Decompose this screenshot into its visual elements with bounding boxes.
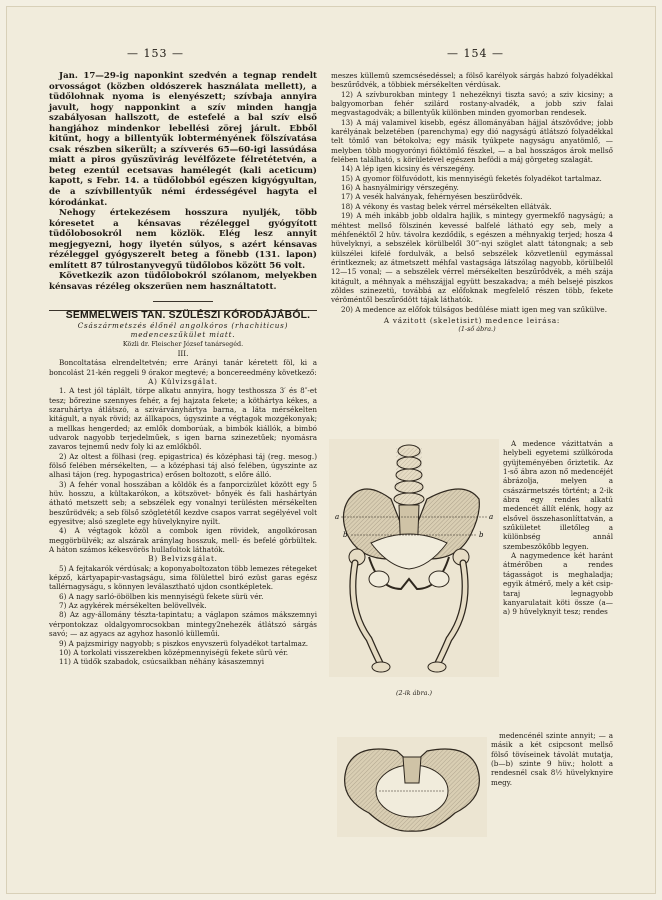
r-item: 14) A lép igen kicsiny és vérszegény. (341, 164, 475, 174)
section-a-heading: A) Külvizsgálat. (148, 376, 218, 386)
intro-paragraph-3: Következik azon tüdőlobokról szólanom, melyekben kénsavas rézéleg okszerüen nem használtatott. (49, 271, 317, 292)
b-item: 5) A fejtakarók vérdúsak; a koponyaboltozaton több lemezes rétegeket képző, kártyapapir-vastagságu, sima fölülettel biró ezüst garas egész tallérnagyságu, s könnyen leválasztható ujdon csontképletek. (49, 563, 317, 592)
obturator-left (369, 571, 389, 587)
pelvis-drawing-1 (329, 439, 499, 677)
r-item: 13) A máj valamivel kisebb, egész állományában hájjal átszövődve; jobb karélyának belzetében (parenchyma) egy dió nagyságú átlátszó folyadékkal telt tömlő van bétokolva; egy másik tyúkpete nagyságu anyatömlő, — melyben több mogyorónyi fióktömlő fészkel, — a bal hosszágos árok mellső felében található, s körületével egészen befödi a máj görgeteg szalagát. (331, 117, 613, 165)
fig1-label: (1-ső ábra.) (458, 325, 496, 334)
r-item: 12) A szívburokban mintegy 1 nehezéknyi tiszta savó; a sziv kicsiny; a balgyomorban fehér szilárd rostany-alvadék, a jobb sziv falai megvastagodvák; a billentyűk különben minden gyomorban rendesek. (331, 89, 613, 118)
b-item: 10) A torkolati visszerekben középmennyiségü fekete sürü vér. (59, 647, 289, 657)
a-item: 3) A fehér vonal hosszában a köldök és a fanporcizület között egy 5 hüv. hosszu, a kültakarókon, a kötszövet- bőnyék és fali hashártyán átható metszett seb; a sebszélek egy vonalnyi terülésten mérsékelten beszűrödvék; a seb fölső szögletétől kezdve csapos varrat segélyével volt egyesitve; alsó szeglete egy hüvelyknyire nyilt. (49, 479, 317, 527)
knee-right (428, 662, 446, 672)
b-item: 9) A pajzsmirigy nagyobb; s piszkos enyvszerü folyadékot tartalmaz. (59, 638, 309, 648)
b-item: 6) A nagy sarló-öbölben kis mennyiségü fekete sürü vér. (59, 591, 264, 601)
a-item: 4) A végtagok közöl a combok igen rövidek, angolkórosan meggörbülvék; az alszárak aránylag hosszuk, mell- és befelé görbültek. A háton számos kékesvörös hullafoltok láthatók. (49, 526, 317, 555)
side-paragraph-3: medencénél szinte annyit; — a másik a két csipcsont mellső fölső tövíseinek távolát mutatja, (b—b) szinte 9 hüv.; holott a rendesnél csak 8½ hüvelyknyire megy. (491, 731, 613, 787)
side-paragraph-2: A nagymedence két haránt átmérőben a rendes tágasságot is meghaladja; egyik átmérő, mely a két csip-taraj legnagyobb kanyarulatait köti össze (a—a) 9 hüvelyknyit tesz; rendes (503, 551, 613, 617)
section-heading: SEMMELWEIS TAN. SZÜLÉSZI KÓRODÁJÁBÓL. (65, 310, 311, 322)
fig2-label: (2-ik ábra.) (396, 689, 432, 697)
figure-2-pelvis (337, 737, 487, 837)
a-item: 2) Az oltest a fölhasi (reg. epigastrica) és középhasi táj (reg. mesog.) fölső felében mérsékelten, — a középhasi táj alsó felében, úgyszinte az alhasi tájon (reg. hypogastrica) erősen boltozott, s előre álló. (49, 451, 317, 480)
r-item: 18) A vékony és vastag belek vérrel mérsékelten ellátvák. (341, 201, 552, 211)
left-column (49, 71, 317, 667)
r-item: 19) A méh inkább jobb oldalra hajlik, s mintegy gyermekfő nagyságú; a méhtest mellső fölszinén kevessé balfelé látható egy seb, mely a méhfenéktől 2 hüv. távolra kezdődik, s egészen a méhnyakig terjed; hosza 4 hüvelyknyi, a sebszélek körülbelől 30‴-nyi szöglet alatt tátongnak; a seb külszélei kifelé fordulvák, a belső sebszélek közvetlenül egymással érintkeznek; az átmetszett méhfal vastagsága látszólag nagyobb, körülbelől 12—15 vonal; — a sebszélek vérrel mérsékelten beszűrődvék, a méh szája kitágult, a méhnyak a méhszájjal együtt beszakadva; a méh belsejé piszkos zöldes szinezetü, továbbá az előfoknak megfelelő részen több, fekete véröméntől beszűrődött tájak láthatók. (331, 211, 613, 305)
letter-a-left: a (335, 513, 340, 521)
left-page-number: — 153 — (127, 47, 184, 60)
knee-left (372, 662, 390, 672)
side-paragraph-1: A medence vázittatván a helybeli egyetemi szülkóroda gyüjteményében őriztetik. Az 1-ső ábra azon nő medencéjét ábrázolja, melyen a császármetszés történt; a 2-ik ábra egy rendes alkatú medencét állít elénk, hogy az elsővel összehasonlíttatván, a szűkületet illetőleg a különbség annál szembeszökőbb legyen. (503, 439, 613, 551)
a-item: 1. A test jól táplált, törpe alkatu annyira, hogy testhossza 3′ és 8″-et tesz; bőrezine szennyes fehér, a fej hajzata fekete; a köthártya kékes, a szaruhártya átlátszó, a szivárványhártya barna, a láta mérsékelten kitágult, a nyak rövid; az állkapocs, úgyszinte a végtagok mozgékonyak; a mellkas hengerded; az emlők domborúak, a bimbók kiállók, a bimbó udvarok nagyobb terjedelműek, s igen barna szinezetűek; nyomásra zavaros tejnemű nedv foly ki az emlőkből. (49, 386, 317, 452)
article-part: III. (177, 348, 189, 358)
report-intro: Boncoltatása elrendeltetvén; erre Arányi tanár kéretett föl, ki a boncolást 21-kén reggeli 9 órakor megtevé; a boncereedmény következő: (49, 358, 317, 377)
figure-title: A vázitott (skeletisirt) medence leirása: (383, 315, 561, 325)
figure-side-text-1 (503, 439, 613, 617)
b-item: 7) Az agykérek mérsékelten belövellvék. (59, 601, 207, 611)
section-separator (49, 298, 317, 304)
figure-side-text-2 (491, 731, 613, 787)
article-author: Közli dr. Fleischer József tanársegéd. (122, 339, 244, 348)
intro-paragraph-1: Jan. 17—29-ig naponkint szedvén a tegnap rendelt orvosságot (közben oldószerek használata mellett), a tüdőlohnak nyoma is elenyészett; szívbaja annyira javult, hogy napponkint a szív minden hangja szabályosan hallszott, de estefelé a bal szív első hangjához mindenkor lebellési zörej járult. Ebből kitűnt, hogy a billentyűk lobterményének fölszívatása csak részben sikerült; a szívverés 65—60-igi lassúdása miatt a piros gyűszűvirág levélfőzete félretétetvén, a beteg ezentúl ecetsavas hamélegét (kali aceticum) kapott, s Febr. 14. a tüdőlobból egészen kigyógyultan, de a szívbillentyűk némi érdességével hagyta el kórodánkat. (49, 71, 317, 208)
r-item: 15) A gyomor fölfuvódott, kis mennyiségü feketés folyadékot tartalmaz. (341, 173, 602, 183)
letter-a-right: a (489, 513, 494, 521)
page-sheet (6, 6, 656, 894)
b-item: 11) A tüdők szabadok, csúcsaikban néhány kásaszemnyi (59, 657, 265, 667)
intro-paragraph-2: Nehogy értekezésem hosszura nyuljék, több kóresetet a kénsavas rézéleggel gyógyított tüdőlobosokról nem közlök. Elég lesz annyit megjegyezni, hogy ilyetén súlyos, s azért kénsavas rézéleggel gyógyszerelt beteg a fönebb (131. lapon) említett 87 túlrostanyvegyű tüdőlobos között 56 volt. (49, 208, 317, 271)
section-b-heading: B) Belvizsgálat. (148, 554, 218, 564)
right-page-number: — 154 — (447, 47, 504, 60)
pelvis-drawing-2 (337, 737, 487, 837)
r-item: 20) A medence az előfok túlságos bedülése miatt igen meg van szűkülve. (341, 304, 607, 314)
letter-b-left: b (343, 531, 348, 539)
fig2-label-wrap (359, 689, 459, 698)
letter-b-right: b (479, 531, 484, 539)
figure-1-pelvis (329, 439, 499, 677)
pelvic-inlet (371, 534, 447, 569)
article-subtitle: Császármetszés élőnél angolkóros (rhachiticus) medenceszűkület miatt. (77, 320, 289, 340)
b-item: 8) Az agy-állomány tészta-tapintatu; a váglapon számos mákszemnyi vérpontokzaz oldalgyomrocsokban mintegy2nehezék átlátszó sárgás savó; — az agyacs az agyhoz hasonló külleműi. (49, 610, 317, 639)
obturator-right (429, 571, 449, 587)
normal-sacrum (403, 757, 421, 783)
r-item: 16) A hasnyálmirigy vérszegény. (341, 183, 459, 193)
right-column (331, 71, 613, 335)
r-item: 17) A vesék halványak, fehérnyésen beszürődvék. (341, 192, 523, 202)
spine-vertebrae (394, 445, 424, 505)
r-item: meszes küllemü szemcsésedéssel; a fölső karélyok sárgás habzó folyadékkal beszűrődvék, a többiek mérsékelten vérdúsak. (331, 71, 613, 90)
